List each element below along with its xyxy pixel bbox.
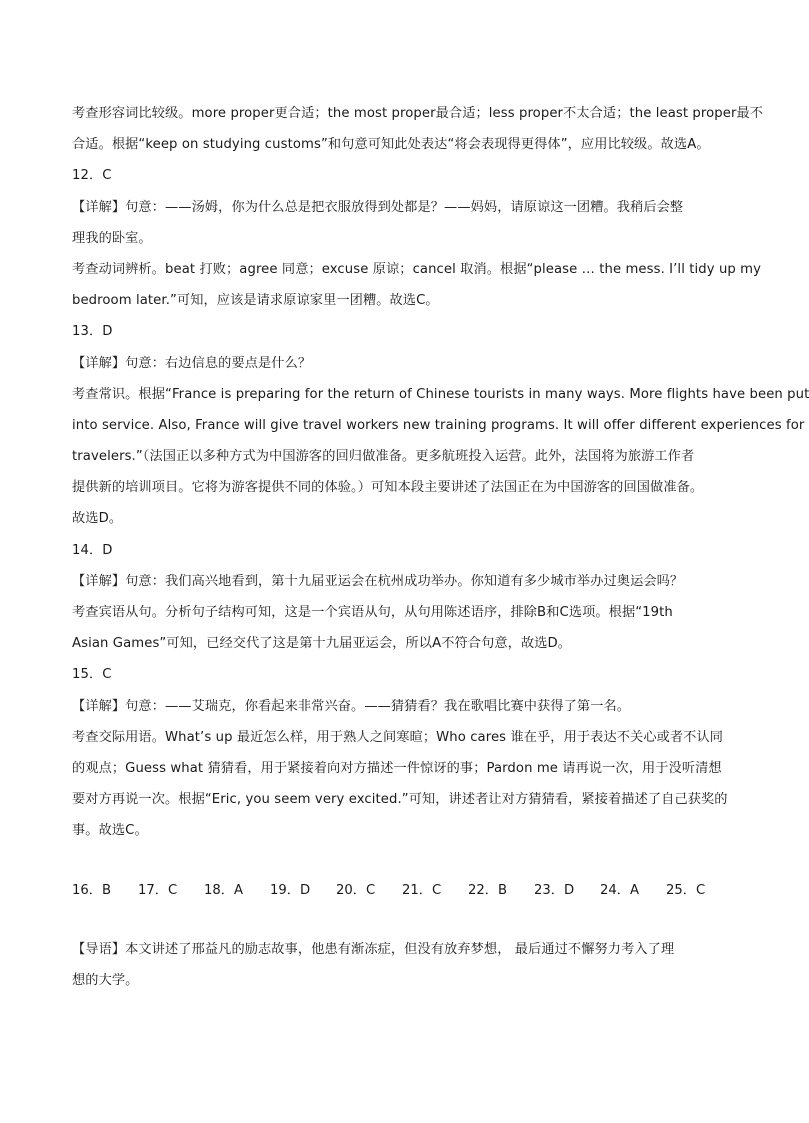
text-line: 要对方再说一次。根据“Eric, you seem very excited.”可知，讲述者让对方猜猜看，紧接着描述了自己获奖的 [72, 792, 728, 808]
answer-item: 25．C [666, 882, 706, 898]
text-line: 【详解】句意：——艾瑞克，你看起来非常兴奋。——猜猜看？我在歌唱比赛中获得了第一名。 [72, 698, 631, 714]
text-line: 事。故选C。 [72, 823, 148, 839]
answer-item: 20．C [336, 882, 376, 898]
answer-item: 18．A [204, 882, 243, 898]
text-line: travelers.”（法国正以多种方式为中国游客的回归做准备。更多航班投入运营。此外，法国将为旅游工作者 [72, 449, 695, 465]
question-number-14: 14．D [72, 542, 113, 558]
text-line: 考查形容词比较级。more proper更合适；the most proper最合适；less proper不太合适；the least proper最不 [72, 106, 764, 121]
guide-text-line: 【导语】本文讲述了邢益凡的励志故事，他患有渐冻症，但没有放弃梦想， 最后通过不懈努力考入了理 [72, 941, 675, 957]
text-line: 考查常识。根据“France is preparing for the return of Chinese tourists in many ways. More flights have been put [72, 386, 809, 402]
text-line: 考查动词辨析。beat 打败；agree 同意；excuse 原谅；cancel 取消。根据“please … the mess. I’ll tidy up my [72, 261, 762, 277]
text-line: 考查宾语从句。分析句子结构可知，这是一个宾语从句，从句用陈述语序，排除B和C选项。根据“19th [72, 605, 673, 620]
text-line: 的观点；Guess what 猜猜看，用于紧接着向对方描述一件惊讶的事；Pardon me 请再说一次，用于没听清想 [72, 760, 722, 776]
answer-key-row [72, 875, 732, 906]
spacer [72, 906, 732, 934]
answer-item: 17．C [138, 882, 178, 898]
question-number-12: 12．C [72, 168, 112, 184]
answer-item: 24．A [600, 882, 639, 898]
answer-item: 19．D [270, 882, 311, 898]
text-line: Asian Games”可知，已经交代了这是第十九届亚运会，所以A不符合句意，故选D。 [72, 636, 572, 652]
answer-item: 22．B [468, 882, 508, 898]
text-line: 理我的卧室。 [72, 230, 152, 246]
answer-item: 23．D [534, 882, 575, 898]
guide-text-line: 想的大学。 [72, 972, 139, 988]
text-line: 提供新的培训项目。它将为游客提供不同的体验。）可知本段主要讲述了法国正在为中国游客的回国做准备。 [72, 480, 704, 496]
spacer [72, 847, 732, 875]
question-number-13: 13．D [72, 324, 113, 340]
answer-item: 21．C [402, 882, 442, 898]
text-line: bedroom later.”可知，应该是请求原谅家里一团糟。故选C。 [72, 293, 439, 309]
text-line: into service. Also, France will give travel workers new training programs. It will offer different experiences for [72, 417, 805, 433]
answer-item: 16．B [72, 882, 112, 898]
text-line: 合适。根据“keep on studying customs”和句意可知此处表达“将会表现得更得体”，应用比较级。故选A。 [72, 137, 710, 153]
text-line: 考查交际用语。What’s up 最近怎么样，用于熟人之间寒暄；Who cares 谁在乎，用于表达不关心或者不认同 [72, 729, 724, 745]
text-line: 【详解】句意：右边信息的要点是什么？ [72, 355, 312, 371]
question-number-15: 15．C [72, 667, 112, 683]
answer-explanation-body [72, 98, 809, 996]
text-line: 故选D。 [72, 511, 123, 527]
text-line: 【详解】句意：——汤姆，你为什么总是把衣服放得到处都是？——妈妈，请原谅这一团糟。我稍后会整 [72, 199, 684, 215]
text-line: 【详解】句意：我们高兴地看到，第十九届亚运会在杭州成功举办。你知道有多少城市举办过奥运会吗？ [72, 573, 684, 589]
